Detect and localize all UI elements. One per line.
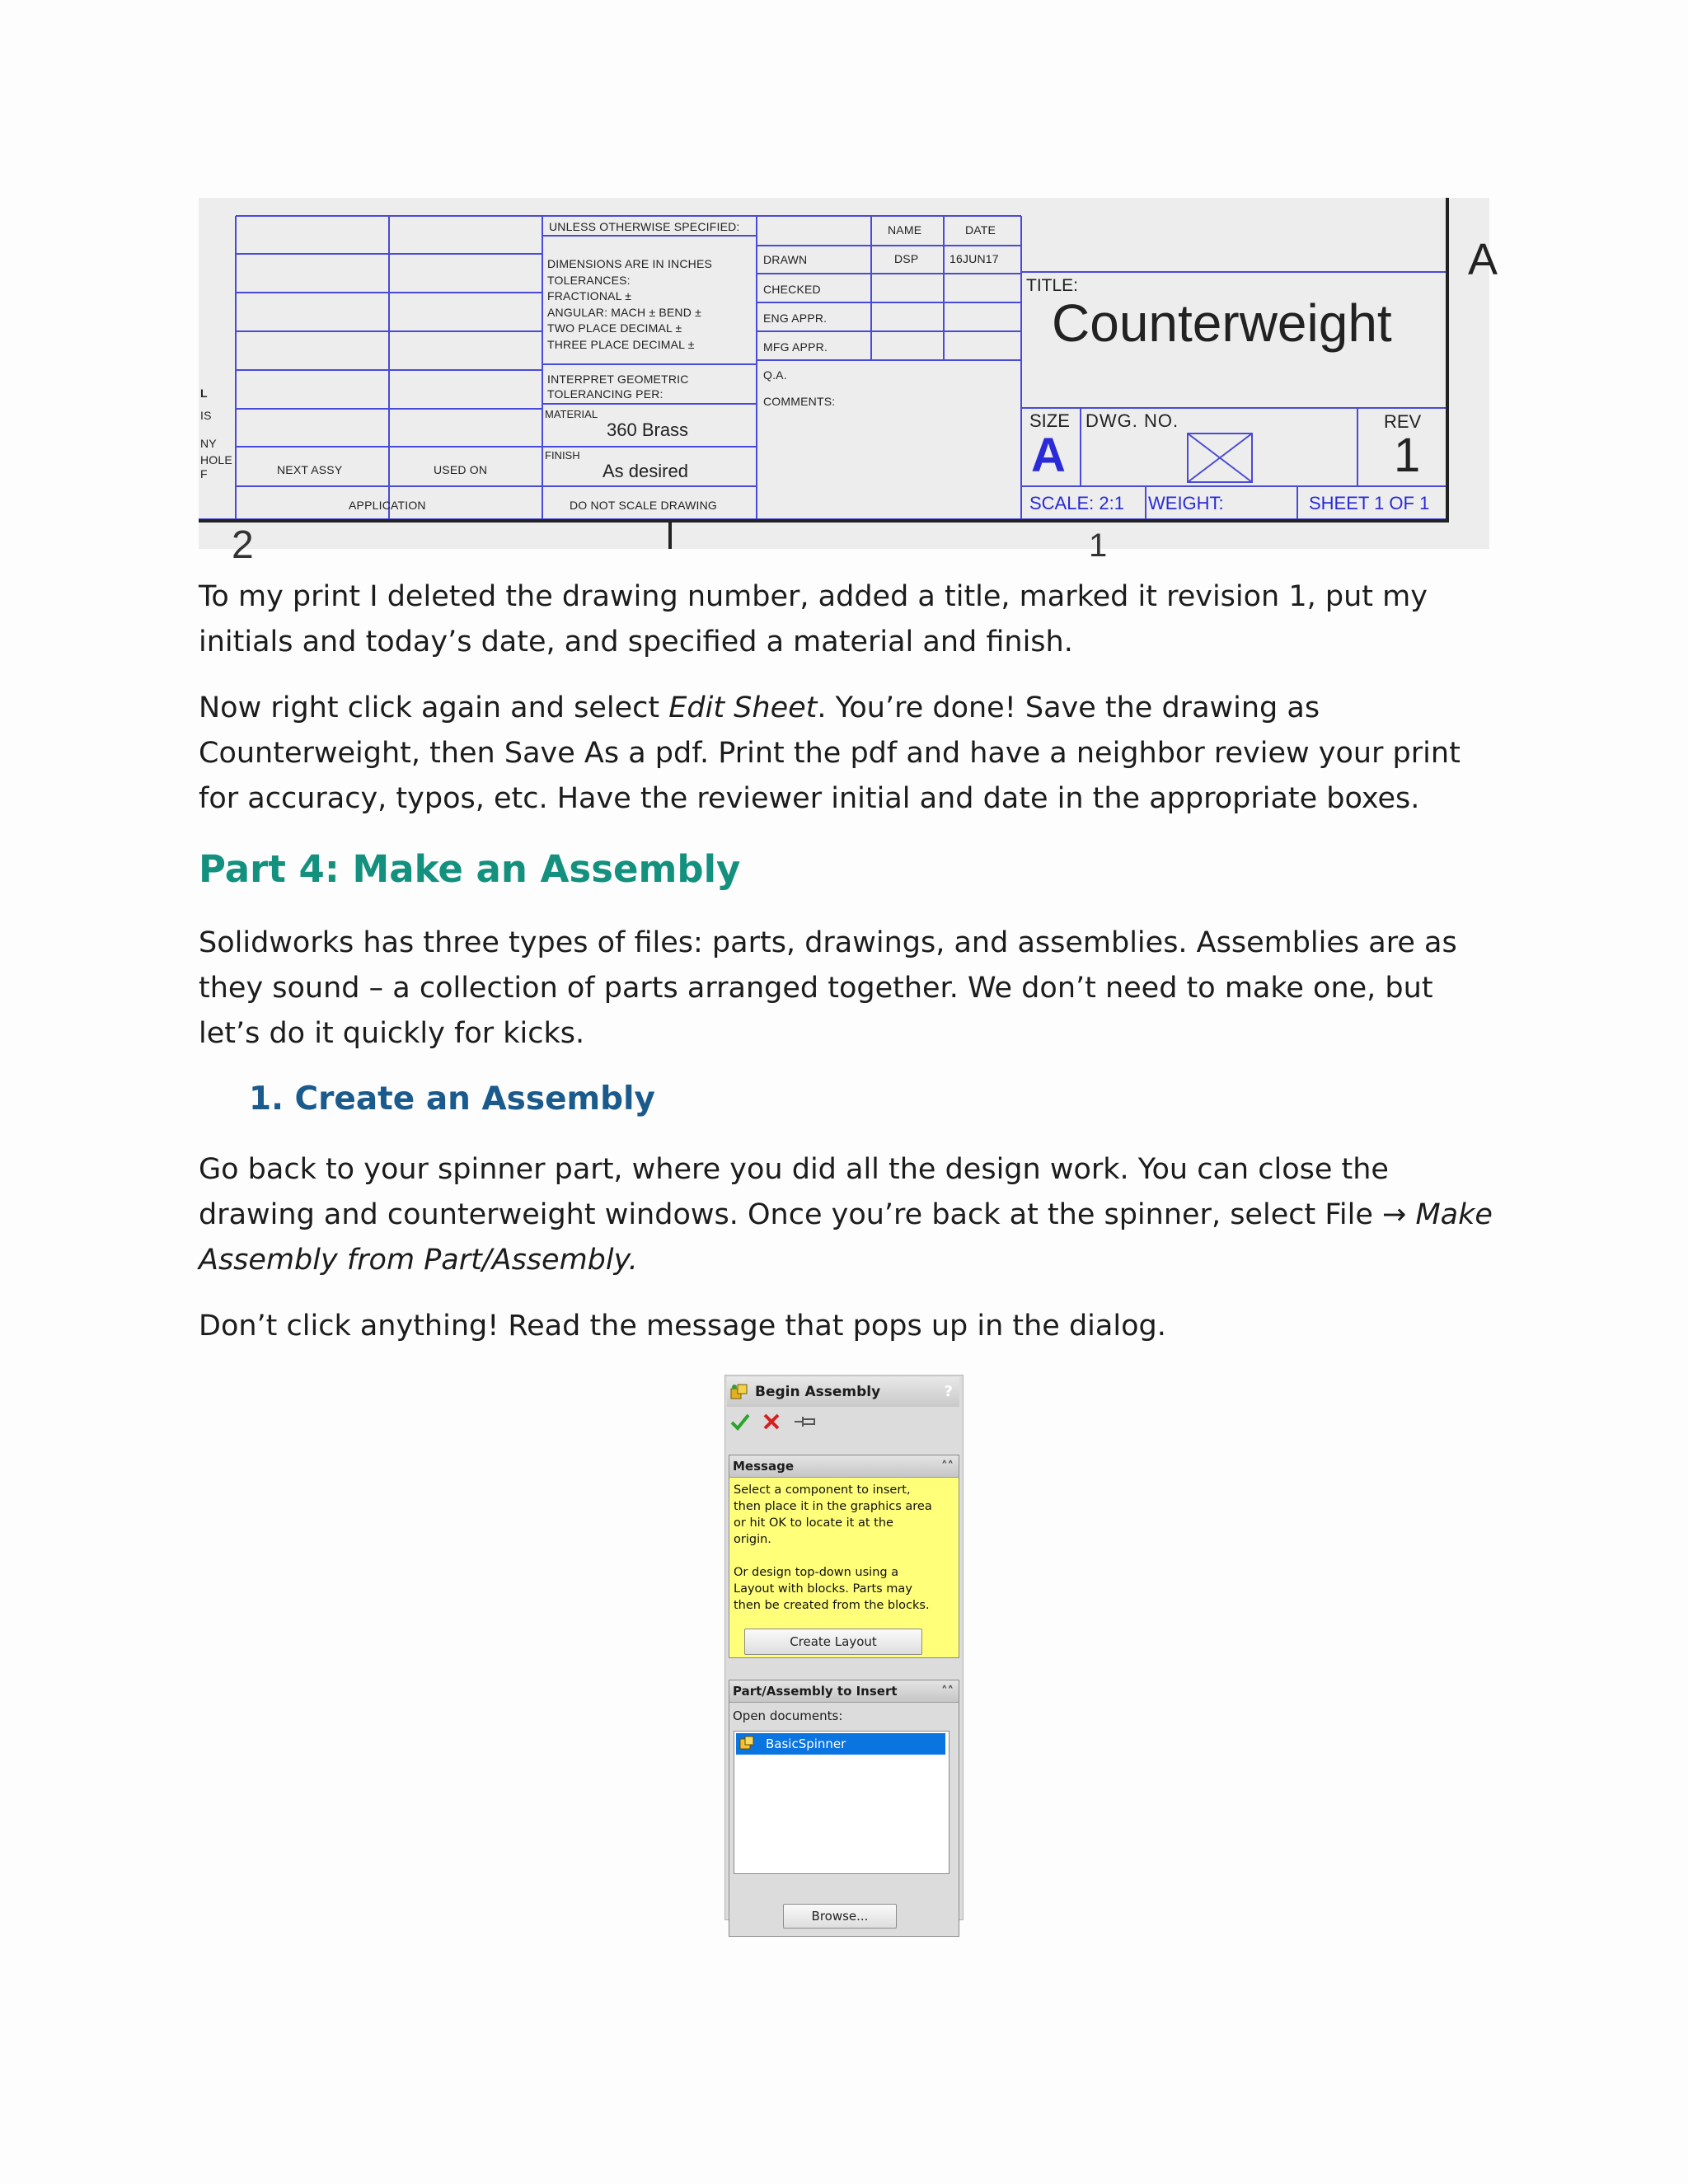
fragment-letter: F <box>200 467 208 480</box>
finish-label: FINISH <box>545 449 580 462</box>
assembly-icon <box>729 1382 749 1413</box>
title-block-image <box>199 198 1498 567</box>
dialog-title-bar <box>727 1377 959 1407</box>
paragraph-make-assembly: Go back to your spinner part, where you did all the design work. You can close the drawing and counterweight windows. Once you’re back at the spinner, select File → Make Assembly from Part/Assembly. <box>199 1153 1493 1277</box>
do-not-scale: DO NOT SCALE DRAWING <box>570 499 718 512</box>
heading-create-assembly: 1. Create an Assembly <box>249 1080 655 1118</box>
collapse-icon[interactable]: ˄˄ <box>941 1684 954 1699</box>
heading-part-4: Part 4: Make an Assembly <box>199 847 741 891</box>
fragment-letter: HOLE <box>200 453 232 466</box>
qa-label: Q.A. <box>763 368 787 382</box>
date-header: DATE <box>965 223 996 237</box>
drawn-name: DSP <box>894 252 919 265</box>
cancel-x-icon[interactable] <box>762 1412 781 1435</box>
fragment-letter: NY <box>200 437 217 450</box>
insert-body <box>729 1703 959 1936</box>
drawn-label: DRAWN <box>763 253 808 266</box>
drawn-date: 16JUN17 <box>950 252 999 265</box>
part-icon <box>738 1736 757 1759</box>
zone-number: 1 <box>1089 527 1108 564</box>
list-item-basicspinner[interactable]: BasicSpinner <box>736 1733 945 1755</box>
message-body: Select a component to insert, then place it in the graphics area or hit OK to locate it at the origin. Or design top-down using a Layout with blocks. Parts may then be created from the blocks. Create Layout <box>729 1478 959 1657</box>
corner-letter: A <box>1468 235 1498 284</box>
help-icon[interactable]: ? <box>944 1383 953 1400</box>
zone-number: 2 <box>232 523 254 567</box>
message-panel <box>729 1455 959 1658</box>
size-value: A <box>1031 429 1066 482</box>
paragraph-read-message: Don’t click anything! Read the message that pops up in the dialog. <box>199 1310 1166 1343</box>
title-label: TITLE: <box>1026 276 1079 295</box>
paragraph-print-changes: To my print I deleted the drawing number, added a title, marked it revision 1, put my initials and today’s date, and specified a material and finish. <box>199 580 1428 658</box>
material-value: 360 Brass <box>607 419 689 440</box>
interpret-geometric: INTERPRET GEOMETRIC TOLERANCING PER: <box>547 373 689 401</box>
insert-panel-header[interactable]: Part/Assembly to Insert ˄˄ <box>729 1680 959 1703</box>
collapse-icon[interactable]: ˄˄ <box>941 1459 954 1474</box>
dimensions-notes: DIMENSIONS ARE IN INCHES TOLERANCES: FRACTIONAL ± ANGULAR: MACH ± BEND ± TWO PLACE DECIMAL ± THREE PLACE DECIMAL ± <box>547 257 713 351</box>
application-label: APPLICATION <box>349 499 426 512</box>
mfg-appr-label: MFG APPR. <box>763 340 828 354</box>
scale-label: SCALE: 2:1 <box>1029 493 1124 513</box>
pushpin-icon[interactable] <box>793 1413 818 1434</box>
rev-label: REV <box>1384 411 1422 432</box>
size-label: SIZE <box>1029 410 1070 431</box>
name-header: NAME <box>888 223 922 237</box>
weight-label: WEIGHT: <box>1148 493 1224 513</box>
insert-panel <box>729 1680 959 1937</box>
browse-button[interactable]: Browse... <box>783 1904 897 1929</box>
dialog-title: Begin Assembly <box>755 1384 881 1400</box>
drawing-title: Counterweight <box>1052 293 1392 353</box>
begin-assembly-dialog <box>724 1375 964 1924</box>
fragment-letter: L <box>200 387 208 400</box>
fragment-letter: IS <box>200 409 212 422</box>
checked-label: CHECKED <box>763 283 821 296</box>
paragraph-assemblies: Solidworks has three types of files: parts, drawings, and assemblies. Assemblies are as they sound – a collection of parts arranged together. We don’t need to make one, but let’s do it quickly for kicks. <box>199 926 1457 1050</box>
finish-value: As desired <box>603 461 688 481</box>
dwg-no-label: DWG. NO. <box>1085 410 1179 431</box>
create-layout-button[interactable]: Create Layout <box>744 1629 922 1655</box>
comments-label: COMMENTS: <box>763 395 836 408</box>
eng-appr-label: ENG APPR. <box>763 312 828 325</box>
message-panel-header[interactable]: Message ˄˄ <box>729 1455 959 1478</box>
open-documents-label: Open documents: <box>733 1708 843 1723</box>
sheet-label: SHEET 1 OF 1 <box>1309 493 1430 513</box>
unless-specified: UNLESS OTHERWISE SPECIFIED: <box>549 220 740 233</box>
ok-check-icon[interactable] <box>729 1412 751 1435</box>
material-label: MATERIAL <box>545 408 598 420</box>
next-assy-label: NEXT ASSY <box>277 463 343 476</box>
rev-value: 1 <box>1394 429 1421 482</box>
used-on-label: USED ON <box>434 463 488 476</box>
title-block-lines <box>199 198 1489 549</box>
open-documents-list[interactable] <box>734 1731 950 1874</box>
paragraph-edit-sheet: Now right click again and select Edit Sheet. You’re done! Save the drawing as Counterweight, then Save As a pdf. Print the pdf and have a neighbor review your print for accuracy, typos, etc. Have the reviewer initial and date in the appropriate boxes. <box>199 691 1461 815</box>
